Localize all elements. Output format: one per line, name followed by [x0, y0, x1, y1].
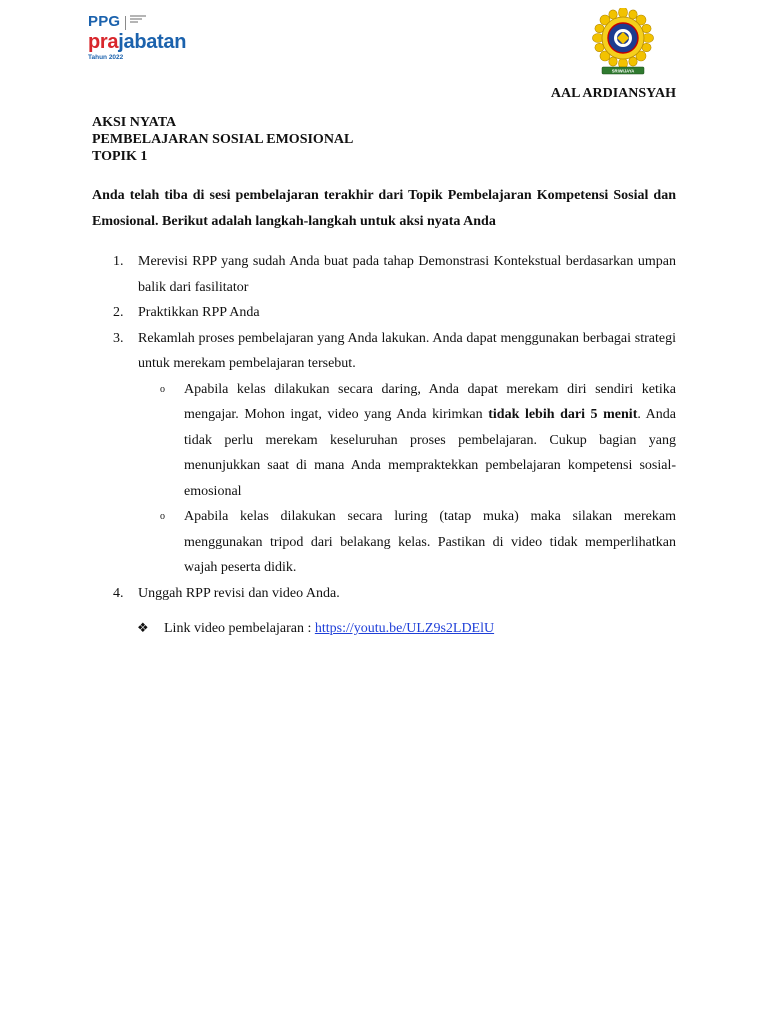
diamond-bullet-icon: ❖: [137, 621, 149, 636]
sub-item-text-start: Apabila kelas dilakukan secara daring, Anda dapat merekam diri sendiri ketika mengajar. Mohon ingat, video yang Anda kirimkan: [184, 381, 676, 422]
circle-bullet-icon: o: [160, 383, 165, 395]
sub-item-text: Apabila kelas dilakukan secara luring (tatap muka) maka silakan merekam menggunakan tripod dari belakang kelas. Pastikan di video tidak memperlihatkan wajah peserta didik.: [184, 509, 676, 575]
logo-tiny-text-lines: [130, 15, 146, 23]
title-line-1: AKSI NYATA: [92, 115, 177, 130]
emblem-banner-text: SRIWIJAYA: [611, 68, 635, 74]
list-item-number: 1.: [113, 254, 124, 269]
list-item: [92, 249, 676, 300]
intro-paragraph: Anda telah tiba di sesi pembelajaran terakhir dari Topik Pembelajaran Kompetensi Sosial dan Emosional. Berikut adalah langkah-langkah untuk aksi nyata Anda: [92, 188, 676, 229]
list-item-number: 4.: [113, 585, 124, 601]
logo-ppg-text: PPG: [88, 13, 121, 30]
list-item-number: 3.: [113, 330, 124, 346]
document-title: [92, 114, 676, 165]
logo-year-text: Tahun 2022: [88, 54, 124, 61]
video-link-label: Link video pembelajaran :: [164, 621, 315, 636]
logo-divider: [125, 16, 126, 30]
list-item-text: Praktikkan RPP Anda: [138, 305, 260, 320]
list-item-text: Rekamlah proses pembelajaran yang Anda lakukan. Anda dapat menggunakan berbagai strategi untuk merekam pembelajaran tersebut.: [138, 330, 676, 371]
author-name: AAL ARDIANSYAH: [550, 86, 676, 101]
ppg-prajabatan-logo: [88, 14, 198, 70]
video-link-line: [92, 616, 676, 642]
list-item: [92, 326, 676, 377]
sub-list-item: [92, 377, 676, 505]
logo-prajabatan-text: prajabatan: [88, 31, 187, 53]
list-item: [92, 581, 676, 607]
page-header: [0, 0, 768, 90]
university-emblem-icon: [592, 8, 654, 76]
sub-list-item: [92, 504, 676, 581]
list-item-text: Merevisi RPP yang sudah Anda buat pada tahap Demonstrasi Kontekstual berdasarkan umpan balik dari fasilitator: [138, 254, 676, 295]
list-item: [92, 300, 676, 326]
sub-item-text-bold: tidak lebih dari 5 menit: [488, 407, 638, 422]
circle-bullet-icon: o: [160, 511, 165, 522]
list-item-text: Unggah RPP revisi dan video Anda.: [138, 585, 340, 601]
title-line-3: TOPIK 1: [92, 149, 148, 164]
title-line-2: PEMBELAJARAN SOSIAL EMOSIONAL: [92, 132, 354, 147]
steps-list: [92, 249, 676, 642]
list-item-number: 2.: [113, 305, 124, 320]
sub-item-text-end: . Anda tidak perlu merekam keseluruhan proses pembelajaran. Cukup bagian yang menunjukkan saat di mana Anda mempraktekkan pembelajaran kompetensi sosial- emosional: [184, 407, 676, 499]
video-link[interactable]: https://youtu.be/ULZ9s2LDElU: [314, 621, 495, 636]
